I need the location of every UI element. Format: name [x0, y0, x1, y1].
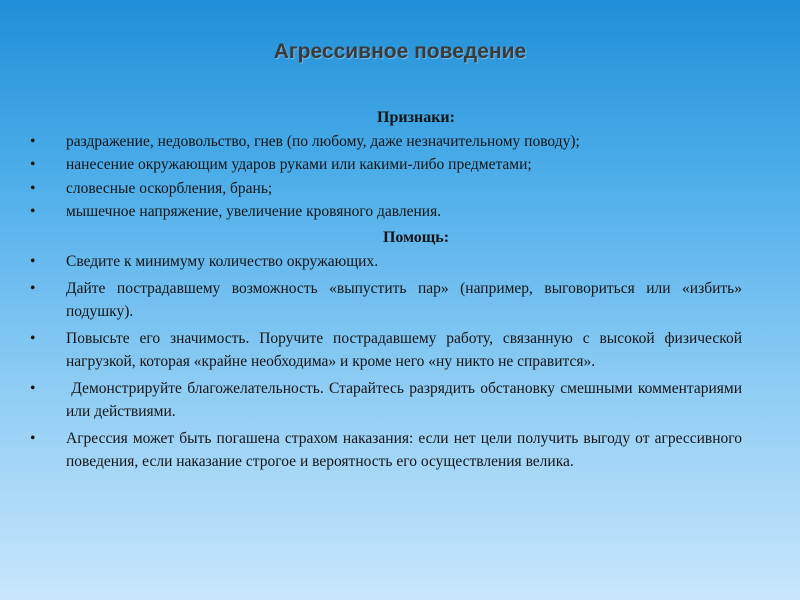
list-item-text: Повысьте его значимость. Поручите пострадавшему работу, связанную с высокой физической нагрузкой, которая «крайне необходима» и кроме него «ну никто не справится».: [66, 329, 742, 370]
list-item-text: Сведите к минимуму количество окружающих.: [66, 253, 379, 270]
slide-body: [30, 106, 746, 477]
list-item: [30, 250, 742, 274]
signs-heading: Признаки:: [377, 109, 455, 126]
bullet-icon: •: [30, 429, 36, 447]
list-item: [30, 130, 742, 154]
help-list: [30, 250, 746, 474]
bullet-icon: •: [30, 379, 36, 397]
list-item: [30, 200, 742, 224]
bullet-icon: •: [30, 179, 36, 197]
list-item-text: Дайте пострадавшему возможность «выпустить пар» (например, выговориться или «избить» подушку).: [66, 279, 742, 320]
list-item-text: нанесение окружающим ударов руками или какими-либо предметами;: [66, 156, 532, 173]
list-item-text: Демонстрируйте благожелательность. Старайтесь разрядить обстановку смешными комментариями или действиями.: [66, 379, 746, 420]
bullet-icon: •: [30, 329, 36, 347]
list-item-text: мышечное напряжение, увеличение кровяного давления.: [66, 203, 442, 220]
list-item: [30, 153, 742, 177]
list-item-text: раздражение, недовольство, гнев (по любому, даже незначительному поводу);: [66, 132, 580, 150]
list-item: [30, 327, 742, 374]
list-item: [30, 377, 746, 424]
help-heading: Помощь:: [382, 228, 450, 246]
list-item: [30, 277, 742, 324]
bullet-icon: •: [30, 253, 36, 270]
bullet-icon: •: [30, 279, 36, 297]
bullet-icon: •: [30, 203, 36, 220]
bullet-icon: •: [30, 132, 36, 150]
bullet-icon: •: [30, 156, 36, 173]
list-item: [30, 427, 742, 474]
list-item-text: словесные оскорбления, брань;: [66, 179, 273, 197]
slide-title: Агрессивное поведение: [273, 40, 527, 63]
list-item-text: Агрессия может быть погашена страхом наказания: если нет цели получить выгоду от агрессивного поведения, если наказание строгое и вероятность его осуществления велика.: [66, 429, 742, 470]
signs-list: [30, 130, 742, 224]
list-item: [30, 177, 742, 201]
